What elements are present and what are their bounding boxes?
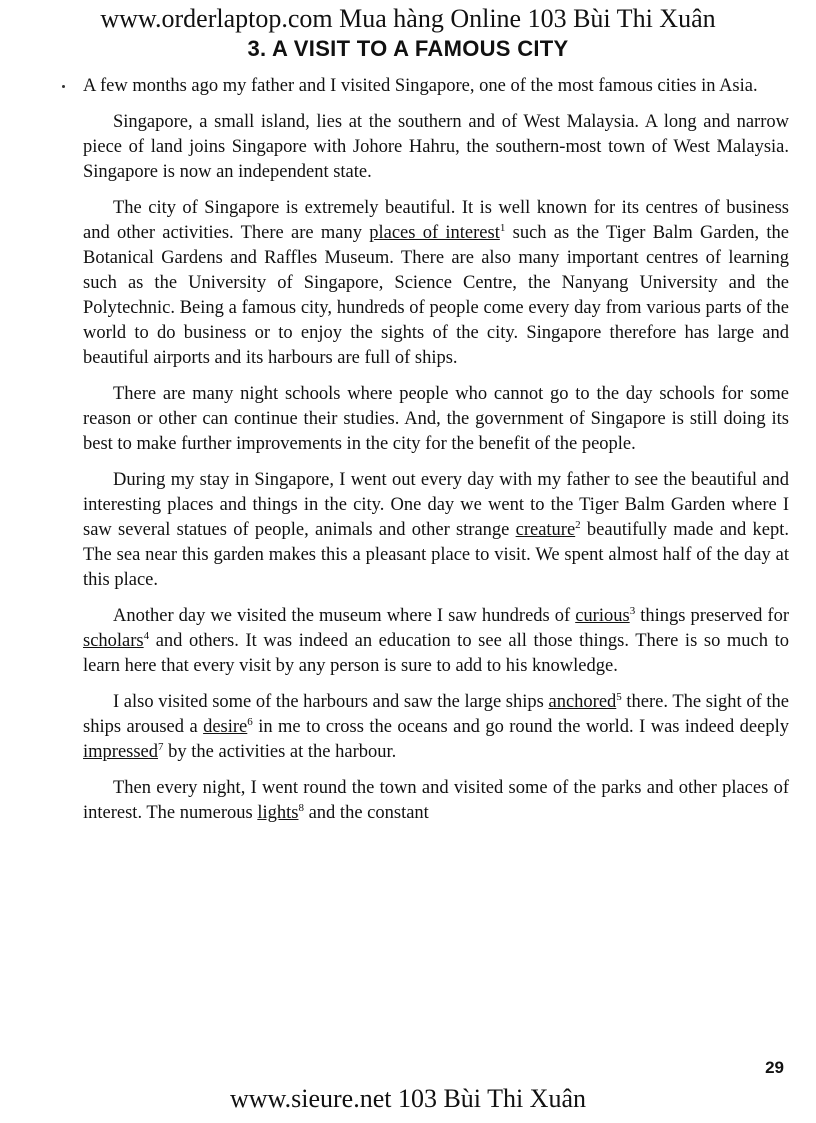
paragraph-text: Then every night, I went round the town and visited some of the parks and other places of interest. The numerous bbox=[83, 778, 789, 823]
bullet-mark bbox=[62, 85, 65, 88]
paragraph-4 bbox=[83, 382, 789, 457]
paragraph-text: Singapore, a small island, lies at the southern and of West Malaysia. A long and narrow piece of land joins Singapore with Johore Hahru, the southern-most town of West Malaysia. Singapore is now an independent state. bbox=[83, 112, 789, 182]
page-title: 3. A VISIT TO A FAMOUS CITY bbox=[247, 36, 569, 61]
paragraph-text: beautifully made and kept. The sea near this garden makes this a pleasant place to visit. We spent almost half of the day at this place. bbox=[83, 520, 789, 590]
paragraph-7 bbox=[83, 690, 789, 765]
paragraph-text: things preserved for bbox=[635, 606, 789, 626]
paragraph-text: Another day we visited the museum where I saw hundreds of bbox=[113, 606, 576, 626]
paragraph-6 bbox=[83, 604, 789, 679]
footnote-number-2: 2 bbox=[575, 518, 581, 531]
footer-watermark: www.sieure.net 103 Bùi Thi Xuân bbox=[229, 1084, 586, 1113]
paragraph-text: such as the Tiger Balm Garden, the Botanical Gardens and Raffles Museum. There are also many important centres of learning such as the University of Singapore, Science Centre, the Nanyang University and the Polytechnic. Being a famous city, hundreds of people come every day from various parts of the world to do business or to enjoy the sights of the city. Singapore therefore has large and beautiful airports and its harbours are full of ships. bbox=[83, 223, 789, 368]
footnote-number-3: 3 bbox=[629, 604, 636, 617]
paragraph-text: in me to cross the oceans and go round the world. I was indeed deeply bbox=[252, 717, 789, 737]
paragraph-2 bbox=[83, 110, 789, 185]
footnote-term-1: places of interest bbox=[369, 223, 500, 243]
paragraph-text: there. The sight of the ships aroused a bbox=[83, 692, 789, 737]
paragraph-text: by the activities at the harbour. bbox=[163, 742, 397, 762]
paragraph-5 bbox=[83, 468, 789, 593]
footnote-number-5: 5 bbox=[616, 690, 622, 703]
footnote-term-2: creature bbox=[515, 520, 576, 540]
paragraph-text: The city of Singapore is extremely beautiful. It is well known for its centres of business and other activities. There are many bbox=[83, 198, 789, 243]
paragraph-1 bbox=[83, 74, 789, 99]
paragraph-text: There are many night schools where people who cannot go to the day schools for some reason or other can continue their studies. And, the government of Singapore is still doing its best to make further improvements in the city for the benefit of the people. bbox=[83, 384, 789, 454]
paragraph-text: and others. It was indeed an education to see all those things. There is so much to learn here that every visit by any person is sure to add to his knowledge. bbox=[83, 631, 789, 676]
footnote-number-8: 8 bbox=[298, 801, 304, 814]
page-number: 29 bbox=[765, 1058, 784, 1077]
footnote-number-4: 4 bbox=[143, 629, 150, 642]
footnote-term-8: lights bbox=[257, 803, 299, 823]
paragraph-3 bbox=[83, 196, 789, 371]
paragraph-text: During my stay in Singapore, I went out every day with my father to see the beautiful and interesting places and things in the city. One day we went to the Tiger Balm Garden where I saw several statues of people, animals and other strange bbox=[83, 470, 789, 540]
footnote-term-4: scholars bbox=[83, 631, 144, 651]
paragraph-text: I also visited some of the harbours and saw the large ships bbox=[113, 692, 549, 712]
footnote-number-7: 7 bbox=[158, 740, 164, 753]
footnote-term-5: anchored bbox=[548, 692, 617, 712]
footnote-term-3: curious bbox=[575, 606, 630, 626]
footnote-number-1: 1 bbox=[499, 221, 506, 234]
paragraph-8 bbox=[83, 776, 789, 826]
article-body bbox=[83, 74, 789, 837]
paragraph-text: and the constant bbox=[303, 803, 429, 823]
footnote-number-6: 6 bbox=[247, 715, 253, 728]
header-watermark: www.orderlaptop.com Mua hàng Online 103 Bùi Thi Xuân bbox=[100, 4, 716, 33]
paragraph-text: A few months ago my father and I visited Singapore, one of the most famous cities in Asia. bbox=[83, 76, 758, 96]
footnote-term-6: desire bbox=[203, 717, 248, 737]
footnote-term-7: impressed bbox=[83, 742, 159, 762]
